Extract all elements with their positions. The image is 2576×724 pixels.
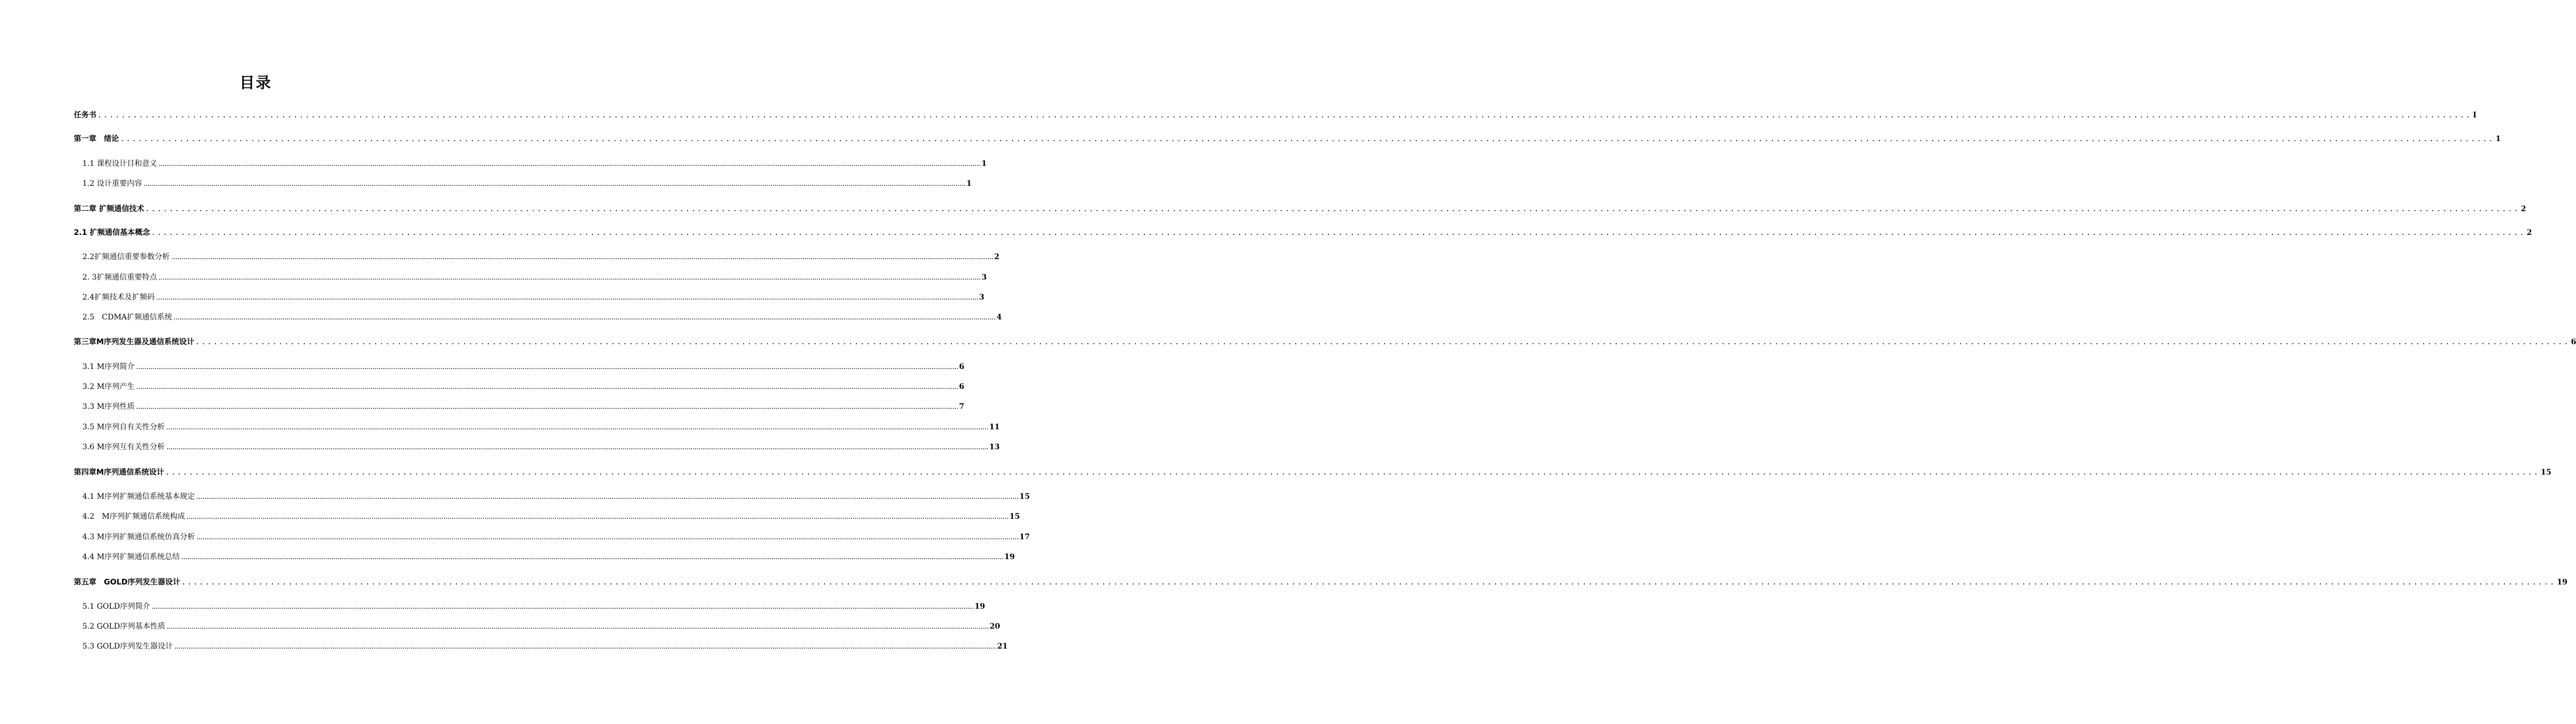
toc-page-number: 6	[959, 382, 965, 391]
toc-chapter-entry[interactable]	[74, 466, 2552, 479]
toc-entry-label: 5.3 GOLD序列发生器设计	[82, 642, 173, 651]
toc-dot-leader: ................................................................................................................................................................................................................................................................................................................................................................................................................	[195, 338, 2570, 346]
toc-page-number: 11	[989, 423, 1000, 431]
toc-chapter-entry[interactable]	[74, 226, 2532, 239]
toc-entry-label: 第五章 GOLD序列发生器设计	[74, 578, 180, 587]
toc-page-number: 15	[1019, 492, 1030, 501]
toc-page-number: 2	[2521, 205, 2526, 213]
toc-dot-leader: ................................................................................................................................................................................................................................................................................................................................................................................................................	[136, 385, 958, 391]
toc-chapter-entry[interactable]	[74, 203, 2526, 215]
toc-page-number: 13	[989, 443, 1000, 451]
toc-page-number: 1	[966, 179, 972, 188]
toc-section-entry[interactable]	[82, 157, 987, 170]
toc-section-entry[interactable]	[82, 640, 1008, 653]
toc-entry-label: 第二章 扩频通信技术	[74, 205, 144, 213]
toc-section-entry[interactable]	[82, 360, 965, 373]
toc-dot-leader: ................................................................................................................................................................................................................................................................................................................................................................................................................	[181, 579, 2556, 587]
toc-dot-leader: ................................................................................................................................................................................................................................................................................................................................................................................................................	[165, 469, 2540, 477]
toc-dot-leader: ................................................................................................................................................................................................................................................................................................................................................................................................................	[156, 296, 978, 301]
toc-entry-label: 第四章M序列通信系统设计	[74, 468, 164, 477]
toc-entry-label: 2.5 CDMA扩频通信系统	[82, 313, 172, 322]
toc-section-entry[interactable]	[82, 421, 1000, 434]
toc-page-number: 1	[981, 159, 987, 168]
toc-section-entry[interactable]	[82, 531, 1030, 544]
toc-entry-label: 2. 3扩频通信重要特点	[82, 273, 157, 282]
toc-dot-leader: ................................................................................................................................................................................................................................................................................................................................................................................................................	[151, 605, 974, 610]
toc-entry-label: 2.4扩频技术及扩频码	[82, 293, 155, 302]
toc-dot-leader: ................................................................................................................................................................................................................................................................................................................................................................................................................	[171, 255, 993, 261]
toc-page-number: 6	[2571, 338, 2576, 346]
toc-entry-label: 1.2 设计重要内容	[82, 179, 142, 188]
toc-dot-leader: ................................................................................................................................................................................................................................................................................................................................................................................................................	[97, 112, 2472, 120]
toc-section-entry[interactable]	[82, 250, 1000, 263]
toc-page-number: 19	[1004, 553, 1015, 561]
toc-section-entry[interactable]	[82, 380, 965, 393]
toc-dot-leader: ................................................................................................................................................................................................................................................................................................................................................................................................................	[166, 445, 988, 451]
toc-chapter-entry[interactable]	[74, 133, 2501, 145]
toc-entry-label: 3.2 M序列产生	[82, 382, 135, 391]
toc-dot-leader: ................................................................................................................................................................................................................................................................................................................................................................................................................	[186, 515, 1008, 520]
toc-dot-leader: ................................................................................................................................................................................................................................................................................................................................................................................................................	[181, 555, 1003, 561]
toc-dot-leader: ................................................................................................................................................................................................................................................................................................................................................................................................................	[136, 405, 958, 410]
toc-dot-leader: ................................................................................................................................................................................................................................................................................................................................................................................................................	[143, 182, 966, 187]
toc-dot-leader: ................................................................................................................................................................................................................................................................................................................................................................................................................	[166, 426, 988, 431]
toc-entry-label: 4.2 M序列扩频通信系统构成	[82, 512, 185, 521]
toc-entry-label: 5.1 GOLD序列简介	[82, 602, 150, 611]
toc-section-entry[interactable]	[82, 291, 985, 304]
toc-entry-label: 5.2 GOLD序列基本性质	[82, 622, 165, 631]
toc-page-number: 15	[2540, 468, 2552, 477]
toc-page-number: 3	[981, 273, 987, 282]
toc-page-number: 15	[1009, 512, 1020, 521]
toc-dot-leader: ................................................................................................................................................................................................................................................................................................................................................................................................................	[136, 365, 958, 371]
toc-entry-label: 4.3 M序列扩频通信系统仿真分析	[82, 533, 195, 541]
toc-section-entry[interactable]	[82, 441, 1000, 454]
toc-entry-label: 3.6 M序列互有关性分析	[82, 443, 165, 451]
toc-section-entry[interactable]	[82, 311, 1002, 324]
toc-entry-label: 第一章 绪论	[74, 135, 119, 143]
toc-page-number: 2	[994, 253, 1000, 261]
toc-dot-leader: ................................................................................................................................................................................................................................................................................................................................................................................................................	[173, 645, 996, 650]
toc-entry-label: 1.1 课程设计目和意义	[82, 159, 157, 168]
toc-dot-leader: ................................................................................................................................................................................................................................................................................................................................................................................................................	[166, 625, 989, 630]
toc-entry-label: 4.1 M序列扩频通信系统基本规定	[82, 492, 195, 501]
toc-page-number: 3	[979, 293, 985, 302]
toc-page-number: 17	[1019, 533, 1030, 541]
toc-entry-label: 4.4 M序列扩频通信系统总结	[82, 553, 180, 561]
toc-page-number: I	[2473, 111, 2477, 120]
toc-page-number: 6	[959, 363, 965, 371]
toc-dot-leader: ................................................................................................................................................................................................................................................................................................................................................................................................................	[196, 535, 1019, 541]
toc-entry-label: 3.5 M序列自有关性分析	[82, 423, 165, 431]
toc-page-number: 19	[2557, 578, 2568, 587]
toc-section-entry[interactable]	[82, 620, 1000, 633]
toc-chapter-entry[interactable]	[74, 109, 2477, 122]
toc-page-number: 7	[959, 402, 965, 411]
toc-chapter-entry[interactable]	[74, 576, 2568, 589]
toc-entry-label: 3.1 M序列简介	[82, 363, 135, 371]
toc-dot-leader: ................................................................................................................................................................................................................................................................................................................................................................................................................	[158, 162, 981, 168]
toc-entry-label: 2.1 扩频通信基本概念	[74, 228, 150, 237]
toc-dot-leader: ................................................................................................................................................................................................................................................................................................................................................................................................................	[151, 229, 2526, 237]
toc-section-entry[interactable]	[82, 490, 1030, 503]
toc-section-entry[interactable]	[82, 551, 1015, 563]
toc-page-number: 20	[989, 622, 1000, 631]
toc-dot-leader: ................................................................................................................................................................................................................................................................................................................................................................................................................	[120, 135, 2495, 143]
toc-page-number: 2	[2526, 228, 2532, 237]
toc-dot-leader: ................................................................................................................................................................................................................................................................................................................................................................................................................	[145, 205, 2520, 213]
toc-section-entry[interactable]	[82, 600, 985, 613]
toc-dot-leader: ................................................................................................................................................................................................................................................................................................................................................................................................................	[173, 316, 996, 321]
toc-section-entry[interactable]	[82, 510, 1020, 523]
toc-chapter-entry[interactable]	[74, 336, 2576, 349]
toc-page-number: 19	[974, 602, 985, 611]
toc-page-number: 21	[997, 642, 1008, 651]
toc-entry-label: 2.2扩频通信重要参数分析	[82, 253, 170, 261]
toc-dot-leader: ................................................................................................................................................................................................................................................................................................................................................................................................................	[196, 495, 1019, 500]
toc-entry-label: 3.3 M序列性质	[82, 402, 135, 411]
toc-page-number: 4	[996, 313, 1002, 322]
toc-dot-leader: ................................................................................................................................................................................................................................................................................................................................................................................................................	[158, 276, 981, 281]
toc-entry-label: 任务书	[74, 111, 96, 120]
toc-section-entry[interactable]	[82, 177, 972, 190]
toc-section-entry[interactable]	[82, 271, 987, 284]
toc-page-number: 1	[2495, 135, 2501, 143]
toc-section-entry[interactable]	[82, 400, 965, 413]
toc-entry-label: 第三章M序列发生器及通信系统设计	[74, 338, 194, 346]
page-title: 目录	[239, 74, 272, 92]
